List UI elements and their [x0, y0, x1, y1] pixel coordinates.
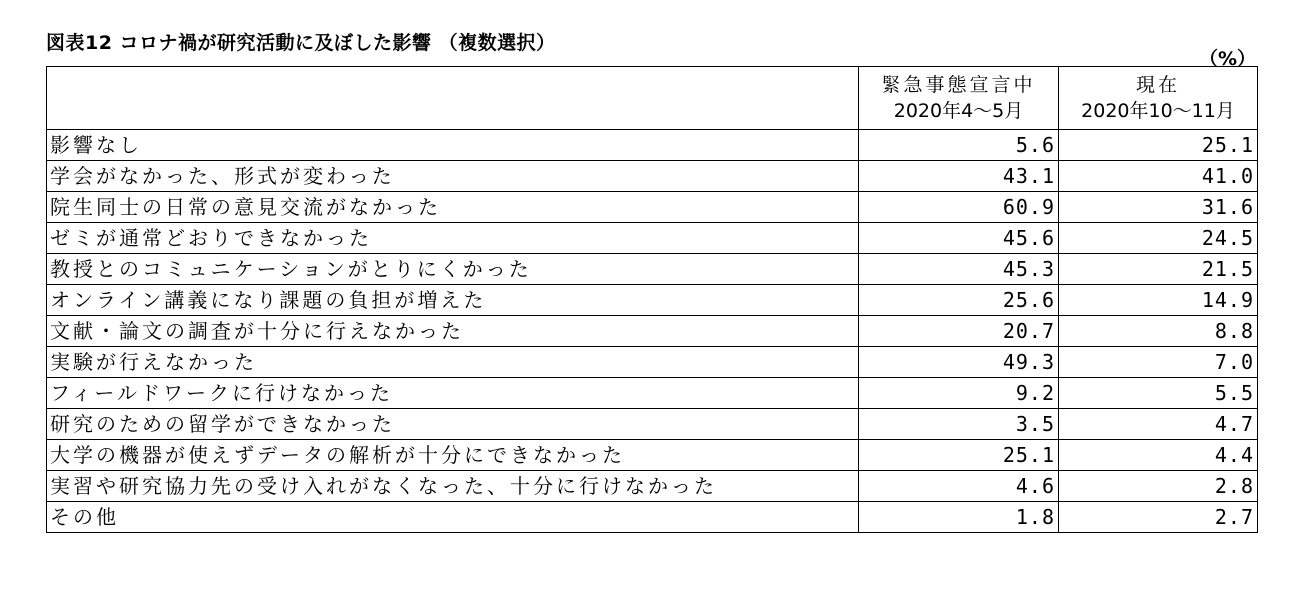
table-row: [47, 254, 1258, 285]
row-label: ゼミが通常どおりできなかった: [47, 223, 859, 254]
value-cell-emergency: 9.2: [859, 378, 1059, 409]
value-cell-current: 2.7: [1059, 502, 1258, 533]
value-cell-current: 21.5: [1059, 254, 1258, 285]
table-row: [47, 502, 1258, 533]
table-row: [47, 471, 1258, 502]
row-label: 実習や研究協力先の受け入れがなくなった、十分に行けなかった: [47, 471, 859, 502]
value-cell-current: 4.4: [1059, 440, 1258, 471]
value-cell-current: 41.0: [1059, 161, 1258, 192]
value-cell-emergency: 1.8: [859, 502, 1059, 533]
value-cell-emergency: 49.3: [859, 347, 1059, 378]
header-cell-emergency: [859, 67, 1059, 130]
row-label: フィールドワークに行けなかった: [47, 378, 859, 409]
value-cell-emergency: 5.6: [859, 130, 1059, 161]
header-label: 緊急事態宣言中: [881, 74, 1036, 96]
row-label: その他: [47, 502, 859, 533]
row-label: 院生同士の日常の意見交流がなかった: [47, 192, 859, 223]
value-cell-emergency: 60.9: [859, 192, 1059, 223]
table-row: [47, 440, 1258, 471]
value-cell-emergency: 45.6: [859, 223, 1059, 254]
table-row: [47, 316, 1258, 347]
data-table: [46, 66, 1258, 533]
table-header-row: [47, 67, 1258, 130]
value-cell-current: 31.6: [1059, 192, 1258, 223]
value-cell-current: 5.5: [1059, 378, 1258, 409]
value-cell-emergency: 20.7: [859, 316, 1059, 347]
value-cell-current: 2.8: [1059, 471, 1258, 502]
value-cell-current: 7.0: [1059, 347, 1258, 378]
value-cell-emergency: 25.6: [859, 285, 1059, 316]
table-row: [47, 285, 1258, 316]
value-cell-emergency: 3.5: [859, 409, 1059, 440]
table-row: [47, 378, 1258, 409]
value-cell-emergency: 25.1: [859, 440, 1059, 471]
table-row: [47, 223, 1258, 254]
table-row: [47, 409, 1258, 440]
row-label: 大学の機器が使えずデータの解析が十分にできなかった: [47, 440, 859, 471]
table-row: [47, 161, 1258, 192]
value-cell-current: 25.1: [1059, 130, 1258, 161]
value-cell-emergency: 4.6: [859, 471, 1059, 502]
table-row: [47, 347, 1258, 378]
row-label: 教授とのコミュニケーションがとりにくかった: [47, 254, 859, 285]
chart-title: 図表12 コロナ禍が研究活動に及ぼした影響 （複数選択）: [46, 32, 556, 54]
header-period: 2020年10～11月: [1081, 100, 1235, 122]
row-label: 文献・論文の調査が十分に行えなかった: [47, 316, 859, 347]
unit-label: （%）: [1198, 48, 1256, 70]
value-cell-current: 4.7: [1059, 409, 1258, 440]
table-row: [47, 130, 1258, 161]
value-cell-current: 24.5: [1059, 223, 1258, 254]
value-cell-emergency: 45.3: [859, 254, 1059, 285]
header-label: 現在: [1135, 74, 1180, 96]
table-body: [47, 67, 1258, 533]
table-row: [47, 192, 1258, 223]
value-cell-current: 14.9: [1059, 285, 1258, 316]
row-label: 影響なし: [47, 130, 859, 161]
row-label: オンライン講義になり課題の負担が増えた: [47, 285, 859, 316]
header-empty-cell: [47, 67, 859, 130]
header-period: 2020年4～5月: [893, 100, 1024, 122]
row-label: 研究のための留学ができなかった: [47, 409, 859, 440]
value-cell-current: 8.8: [1059, 316, 1258, 347]
row-label: 実験が行えなかった: [47, 347, 859, 378]
row-label: 学会がなかった、形式が変わった: [47, 161, 859, 192]
value-cell-emergency: 43.1: [859, 161, 1059, 192]
header-cell-current: [1059, 67, 1258, 130]
